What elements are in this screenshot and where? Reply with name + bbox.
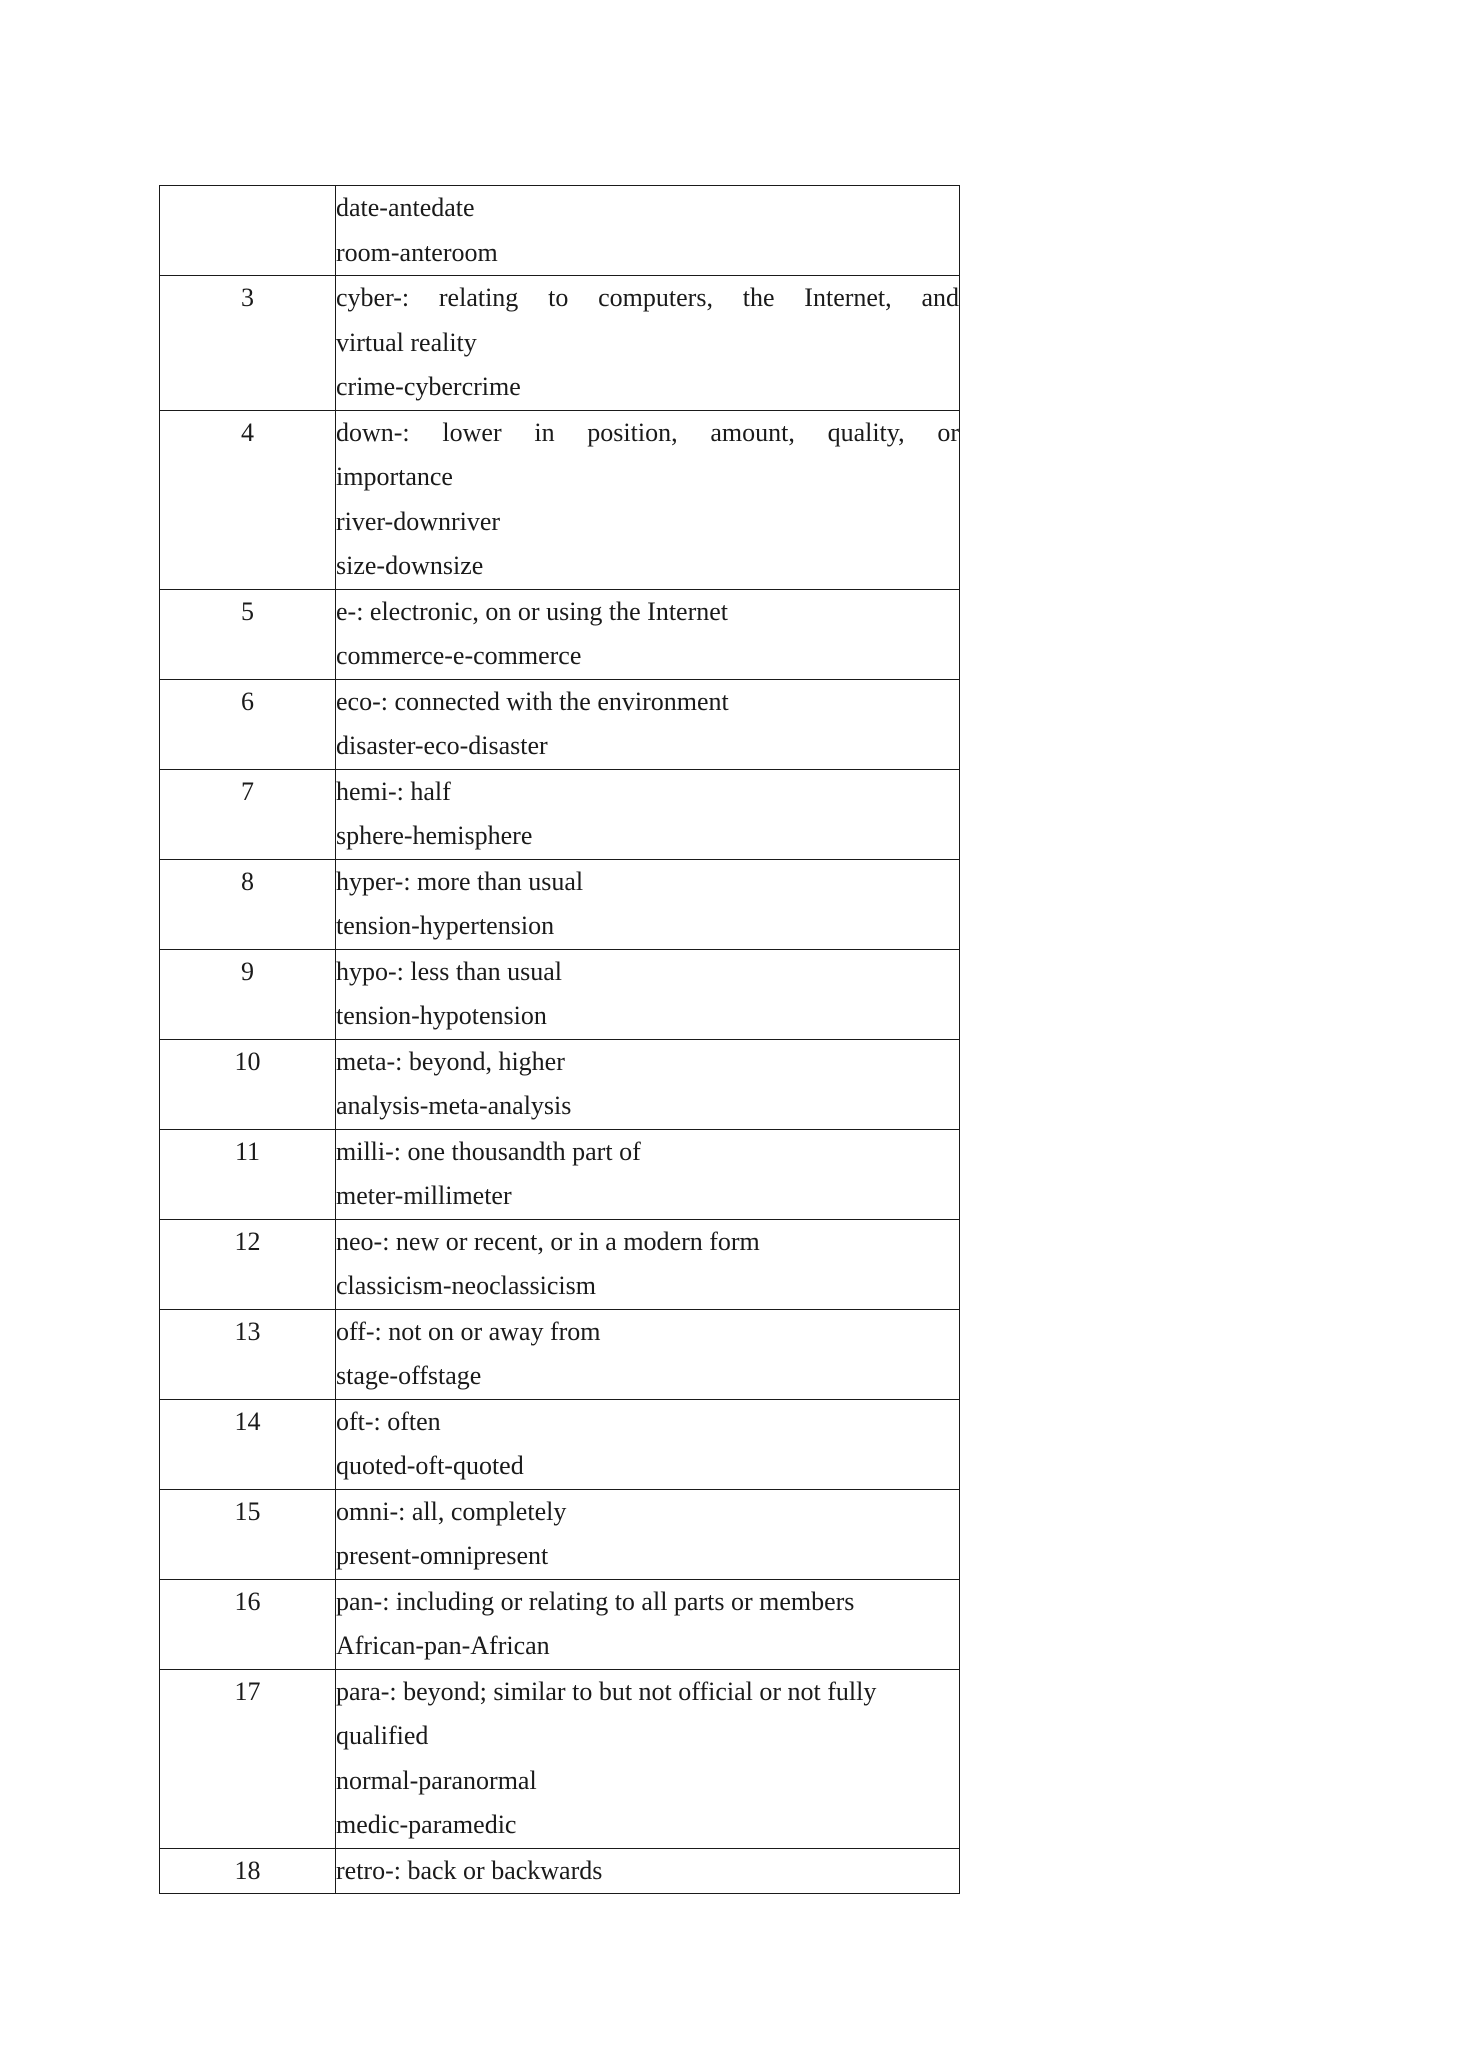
- table-row: [160, 679, 960, 769]
- row-number-cell: 17: [160, 1669, 336, 1848]
- cell-text-line: virtual reality: [336, 327, 477, 357]
- cell-text-line: room-anteroom: [336, 237, 498, 267]
- cell-text-line: hemi-: half: [336, 776, 451, 806]
- table-row: [160, 1489, 960, 1579]
- table-row: [160, 1399, 960, 1489]
- row-number-cell: [160, 186, 336, 276]
- cell-text-line: pan-: including or relating to all parts or members: [336, 1586, 855, 1616]
- cell-text-line: crime-cybercrime: [336, 372, 521, 401]
- cell-text-line: tension-hypertension: [336, 911, 555, 940]
- prefix-description-cell: [336, 1489, 960, 1579]
- prefix-description-cell: [336, 679, 960, 769]
- cell-text-line: down-: lower in position, amount, quality, or: [336, 417, 959, 447]
- prefix-description-cell: [336, 1669, 960, 1848]
- row-number-cell: 3: [160, 276, 336, 411]
- prefix-description-cell: [336, 276, 960, 411]
- cell-text-line: quoted-oft-quoted: [336, 1451, 524, 1480]
- row-number-cell: 5: [160, 589, 336, 679]
- cell-text-line: analysis-meta-analysis: [336, 1091, 572, 1120]
- prefix-description-cell: [336, 1399, 960, 1489]
- table-row: [160, 1309, 960, 1399]
- cell-text-line: date-antedate: [336, 193, 475, 222]
- cell-text-line: para-: beyond; similar to but not official or not fully: [336, 1676, 877, 1706]
- prefix-description-cell: [336, 1309, 960, 1399]
- row-number-cell: 7: [160, 769, 336, 859]
- table-row: [160, 186, 960, 276]
- cell-text-line: omni-: all, completely: [336, 1496, 567, 1526]
- cell-text-line: off-: not on or away from: [336, 1316, 601, 1346]
- cell-text-line: normal-paranormal: [336, 1765, 537, 1795]
- prefix-description-cell: [336, 589, 960, 679]
- table-row: [160, 1039, 960, 1129]
- row-number-cell: 13: [160, 1309, 336, 1399]
- table-row: [160, 769, 960, 859]
- cell-text-line: river-downriver: [336, 506, 501, 536]
- table-row: [160, 1848, 960, 1894]
- row-number-cell: 6: [160, 679, 336, 769]
- cell-text-line: African-pan-African: [336, 1631, 550, 1660]
- prefix-table: [159, 185, 960, 1894]
- row-number-cell: 10: [160, 1039, 336, 1129]
- row-number-cell: 16: [160, 1579, 336, 1669]
- prefix-description-cell: [336, 949, 960, 1039]
- prefix-description-cell: [336, 410, 960, 589]
- prefix-description-cell: [336, 769, 960, 859]
- table-row: [160, 949, 960, 1039]
- cell-text-line: medic-paramedic: [336, 1810, 517, 1839]
- table-row: [160, 276, 960, 411]
- table-row: [160, 1129, 960, 1219]
- cell-text-line: milli-: one thousandth part of: [336, 1136, 641, 1166]
- cell-text-line: cyber-: relating to computers, the Internet, and: [336, 283, 959, 312]
- cell-text-line: e-: electronic, on or using the Internet: [336, 596, 729, 626]
- prefix-description-cell: [336, 1129, 960, 1219]
- prefix-description-cell: [336, 1039, 960, 1129]
- cell-text-line: oft-: often: [336, 1406, 441, 1436]
- cell-text-line: commerce-e-commerce: [336, 641, 582, 670]
- row-number-cell: 15: [160, 1489, 336, 1579]
- row-number-cell: 11: [160, 1129, 336, 1219]
- table-body: [160, 186, 960, 1894]
- table-row: [160, 1669, 960, 1848]
- cell-text-line: hyper-: more than usual: [336, 866, 584, 896]
- row-number-cell: 12: [160, 1219, 336, 1309]
- cell-text-line: hypo-: less than usual: [336, 956, 563, 986]
- prefix-description-cell: [336, 1219, 960, 1309]
- cell-text-line: eco-: connected with the environment: [336, 686, 729, 716]
- cell-text-line: meter-millimeter: [336, 1181, 512, 1210]
- row-number-cell: 8: [160, 859, 336, 949]
- cell-text-line: size-downsize: [336, 551, 484, 580]
- cell-text-line: neo-: new or recent, or in a modern form: [336, 1226, 760, 1256]
- table-row: [160, 589, 960, 679]
- cell-text-line: classicism-neoclassicism: [336, 1271, 596, 1300]
- cell-text-line: stage-offstage: [336, 1361, 482, 1390]
- row-number-cell: 14: [160, 1399, 336, 1489]
- cell-text-line: tension-hypotension: [336, 1001, 547, 1030]
- row-number-cell: 4: [160, 410, 336, 589]
- prefix-description-cell: [336, 1579, 960, 1669]
- row-number-cell: 18: [160, 1848, 336, 1894]
- table-row: [160, 410, 960, 589]
- cell-text-line: present-omnipresent: [336, 1541, 549, 1570]
- table-row: [160, 859, 960, 949]
- cell-text-line: importance: [336, 462, 453, 491]
- prefix-description-cell: [336, 1848, 960, 1894]
- cell-text-line: meta-: beyond, higher: [336, 1046, 565, 1076]
- table-row: [160, 1219, 960, 1309]
- row-number-cell: 9: [160, 949, 336, 1039]
- cell-text-line: disaster-eco-disaster: [336, 731, 548, 760]
- prefix-description-cell: [336, 859, 960, 949]
- cell-text-line: retro-: back or backwards: [336, 1855, 603, 1885]
- cell-text-line: qualified: [336, 1721, 429, 1750]
- cell-text-line: sphere-hemisphere: [336, 821, 533, 850]
- prefix-description-cell: [336, 186, 960, 276]
- table-row: [160, 1579, 960, 1669]
